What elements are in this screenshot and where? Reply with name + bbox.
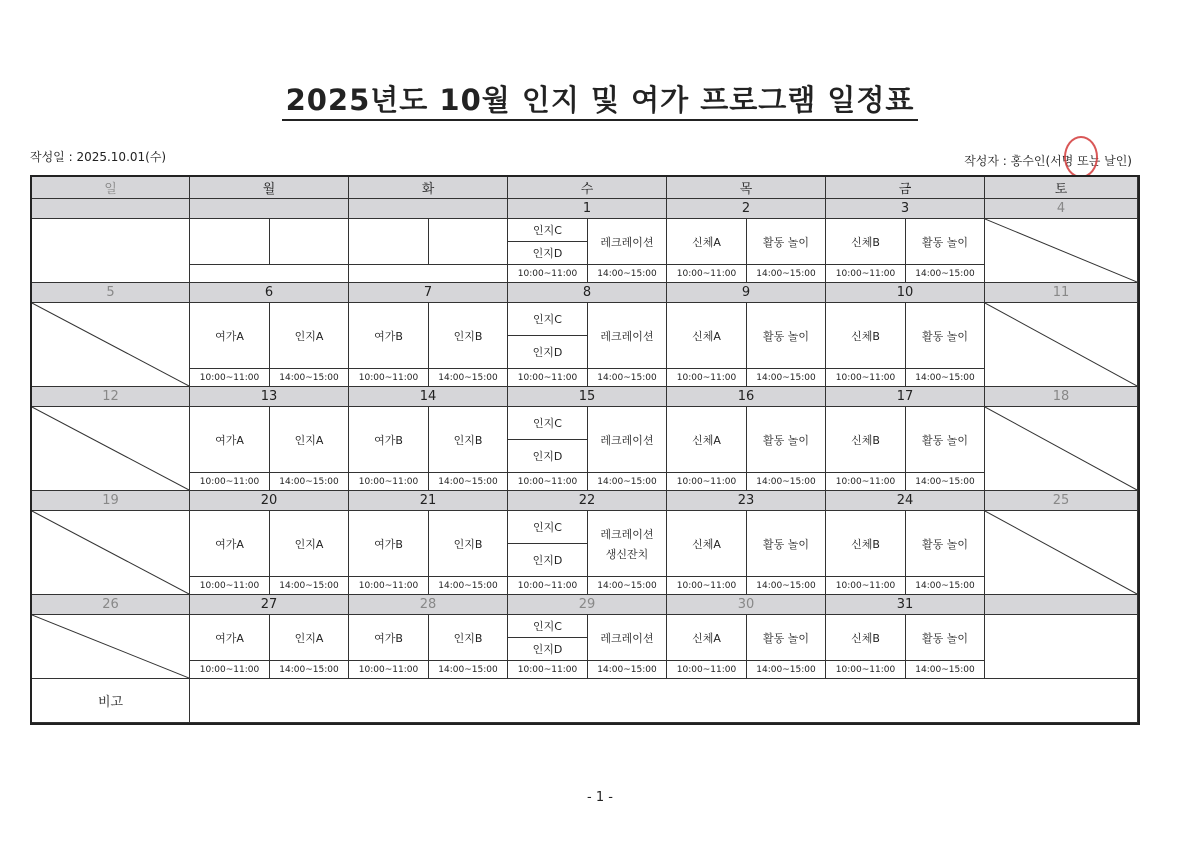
time-slot: 10:00~11:00 [508,473,588,491]
empty-cell [429,219,508,265]
time-slot: 14:00~15:00 [588,661,667,679]
time-slot: 14:00~15:00 [270,577,349,595]
program-label: 신체A [667,407,747,473]
time-slot: 10:00~11:00 [667,577,747,595]
program-label: 활동 놀이 [906,407,985,473]
date-cell: 3 [826,199,985,219]
page-number: - 1 - [587,790,613,805]
date-cell: 4 [985,199,1138,219]
sunday-slash [32,407,190,491]
program-label: 활동 놀이 [747,303,826,369]
program-label: 인지C [508,219,588,242]
date-cell: 12 [32,387,190,407]
date-cell [349,199,508,219]
date-cell: 29 [508,595,667,615]
program-label: 여가B [349,511,429,577]
program-label: 여가A [190,511,270,577]
date-cell: 22 [508,491,667,511]
program-label: 여가B [349,615,429,661]
seal-stamp [1064,136,1098,178]
program-label: 레크레이션 [588,615,667,661]
program-label: 인지C [508,511,588,544]
time-slot: 14:00~15:00 [588,369,667,387]
program-label: 인지C [508,407,588,440]
date-cell: 11 [985,283,1138,303]
program-label: 인지A [270,407,349,473]
program-label: 활동 놀이 [747,219,826,265]
time-slot: 10:00~11:00 [190,661,270,679]
time-slot: 10:00~11:00 [667,265,747,283]
time-slot: 10:00~11:00 [667,369,747,387]
program-label: 신체B [826,511,906,577]
program-label: 여가A [190,407,270,473]
program-label: 여가B [349,303,429,369]
time-slot: 14:00~15:00 [906,369,985,387]
program-label: 신체A [667,615,747,661]
program-label: 인지D [508,440,588,473]
time-slot: 10:00~11:00 [349,577,429,595]
program-label: 활동 놀이 [906,219,985,265]
date-cell: 30 [667,595,826,615]
time-slot: 10:00~11:00 [826,473,906,491]
date-cell: 10 [826,283,985,303]
remarks-label: 비고 [32,679,190,723]
empty-cell [985,615,1138,679]
time-slot: 10:00~11:00 [508,661,588,679]
program-label: 레크레이션 [588,219,667,265]
date-cell: 25 [985,491,1138,511]
time-slot: 10:00~11:00 [349,661,429,679]
program-label: 신체B [826,219,906,265]
program-label: 여가A [190,615,270,661]
weekday-header: 월 [190,177,349,199]
time-slot: 10:00~11:00 [508,265,588,283]
program-label: 인지A [270,615,349,661]
time-slot: 14:00~15:00 [588,473,667,491]
sunday-slash [32,303,190,387]
time-slot: 14:00~15:00 [747,265,826,283]
time-slot: 14:00~15:00 [270,661,349,679]
time-slot: 14:00~15:00 [429,369,508,387]
program-label: 인지B [429,615,508,661]
date-cell: 7 [349,283,508,303]
date-cell: 20 [190,491,349,511]
time-slot: 14:00~15:00 [906,265,985,283]
date-cell: 28 [349,595,508,615]
date-cell: 15 [508,387,667,407]
empty-cell [32,219,190,283]
program-label: 신체B [826,407,906,473]
date-cell: 6 [190,283,349,303]
weekday-header: 일 [32,177,190,199]
time-slot: 10:00~11:00 [190,369,270,387]
time-slot: 14:00~15:00 [747,577,826,595]
program-label: 여가A [190,303,270,369]
program-label: 레크레이션 [600,527,654,541]
page-title: 2025년도 10월 인지 및 여가 프로그램 일정표 [0,78,1200,119]
time-slot: 14:00~15:00 [588,577,667,595]
date-cell: 9 [667,283,826,303]
time-slot: 14:00~15:00 [429,661,508,679]
time-slot: 14:00~15:00 [429,473,508,491]
time-slot: 10:00~11:00 [826,369,906,387]
author: 작성자 : 홍수인(서명 또는 날인) [964,154,1132,168]
program-label: 레크레이션 [588,407,667,473]
weekday-header: 금 [826,177,985,199]
program-label: 인지D [508,242,588,265]
empty-cell [270,219,349,265]
program-label: 인지B [429,407,508,473]
date-cell: 5 [32,283,190,303]
date-cell: 31 [826,595,985,615]
time-slot: 14:00~15:00 [747,473,826,491]
date-cell: 18 [985,387,1138,407]
time-slot: 14:00~15:00 [429,577,508,595]
time-slot: 14:00~15:00 [747,369,826,387]
program-label: 활동 놀이 [906,303,985,369]
program-label: 인지C [508,303,588,336]
time-slot: 10:00~11:00 [349,369,429,387]
date-cell: 19 [32,491,190,511]
saturday-slash [985,407,1138,491]
remarks-field [190,679,1138,723]
saturday-slash [985,303,1138,387]
program-label: 여가B [349,407,429,473]
program-label: 신체B [826,615,906,661]
calendar-table [30,175,1140,725]
date-cell: 27 [190,595,349,615]
program-label: 신체A [667,219,747,265]
program-label: 신체A [667,303,747,369]
time-slot: 10:00~11:00 [667,661,747,679]
time-slot: 10:00~11:00 [349,473,429,491]
program-label: 인지D [508,336,588,369]
program-label: 활동 놀이 [747,511,826,577]
program-label: 레크레이션 [588,303,667,369]
sunday-slash [32,615,190,679]
program-label: 인지A [270,511,349,577]
empty-cell [190,219,270,265]
date-cell [985,595,1138,615]
empty-cell [190,265,349,283]
date-cell: 8 [508,283,667,303]
program-label: 인지B [429,303,508,369]
time-slot: 14:00~15:00 [270,369,349,387]
weekday-header: 수 [508,177,667,199]
program-label: 신체B [826,303,906,369]
time-slot: 14:00~15:00 [270,473,349,491]
time-slot: 10:00~11:00 [826,577,906,595]
time-slot: 10:00~11:00 [508,369,588,387]
weekday-header: 화 [349,177,508,199]
time-slot: 14:00~15:00 [747,661,826,679]
program-label: 인지A [270,303,349,369]
empty-cell [349,265,508,283]
time-slot: 10:00~11:00 [190,473,270,491]
program-label: 생신잔치 [605,547,649,561]
saturday-slash [985,511,1138,595]
weekday-header: 목 [667,177,826,199]
date-cell [190,199,349,219]
weekday-header: 토 [985,177,1138,199]
saturday-slash [985,219,1138,283]
time-slot: 14:00~15:00 [588,265,667,283]
date-cell: 23 [667,491,826,511]
program-label: 활동 놀이 [747,407,826,473]
program-label: 활동 놀이 [906,511,985,577]
time-slot: 10:00~11:00 [826,265,906,283]
date-cell: 2 [667,199,826,219]
date-cell: 16 [667,387,826,407]
program-label: 활동 놀이 [747,615,826,661]
time-slot: 10:00~11:00 [508,577,588,595]
time-slot: 14:00~15:00 [906,661,985,679]
time-slot: 14:00~15:00 [906,473,985,491]
time-slot: 10:00~11:00 [667,473,747,491]
program-label: 인지B [429,511,508,577]
date-cell: 26 [32,595,190,615]
date-cell: 13 [190,387,349,407]
program-label: 인지D [508,638,588,661]
program-label: 인지C [508,615,588,638]
time-slot: 10:00~11:00 [826,661,906,679]
date-cell: 1 [508,199,667,219]
time-slot: 14:00~15:00 [906,577,985,595]
date-cell: 14 [349,387,508,407]
created-date: 작성일 : 2025.10.01(수) [30,150,167,164]
date-cell: 21 [349,491,508,511]
time-slot: 10:00~11:00 [190,577,270,595]
date-cell [32,199,190,219]
program-label [588,511,667,577]
program-label: 인지D [508,544,588,577]
program-label: 활동 놀이 [906,615,985,661]
program-label: 신체A [667,511,747,577]
sunday-slash [32,511,190,595]
date-cell: 24 [826,491,985,511]
date-cell: 17 [826,387,985,407]
empty-cell [349,219,429,265]
